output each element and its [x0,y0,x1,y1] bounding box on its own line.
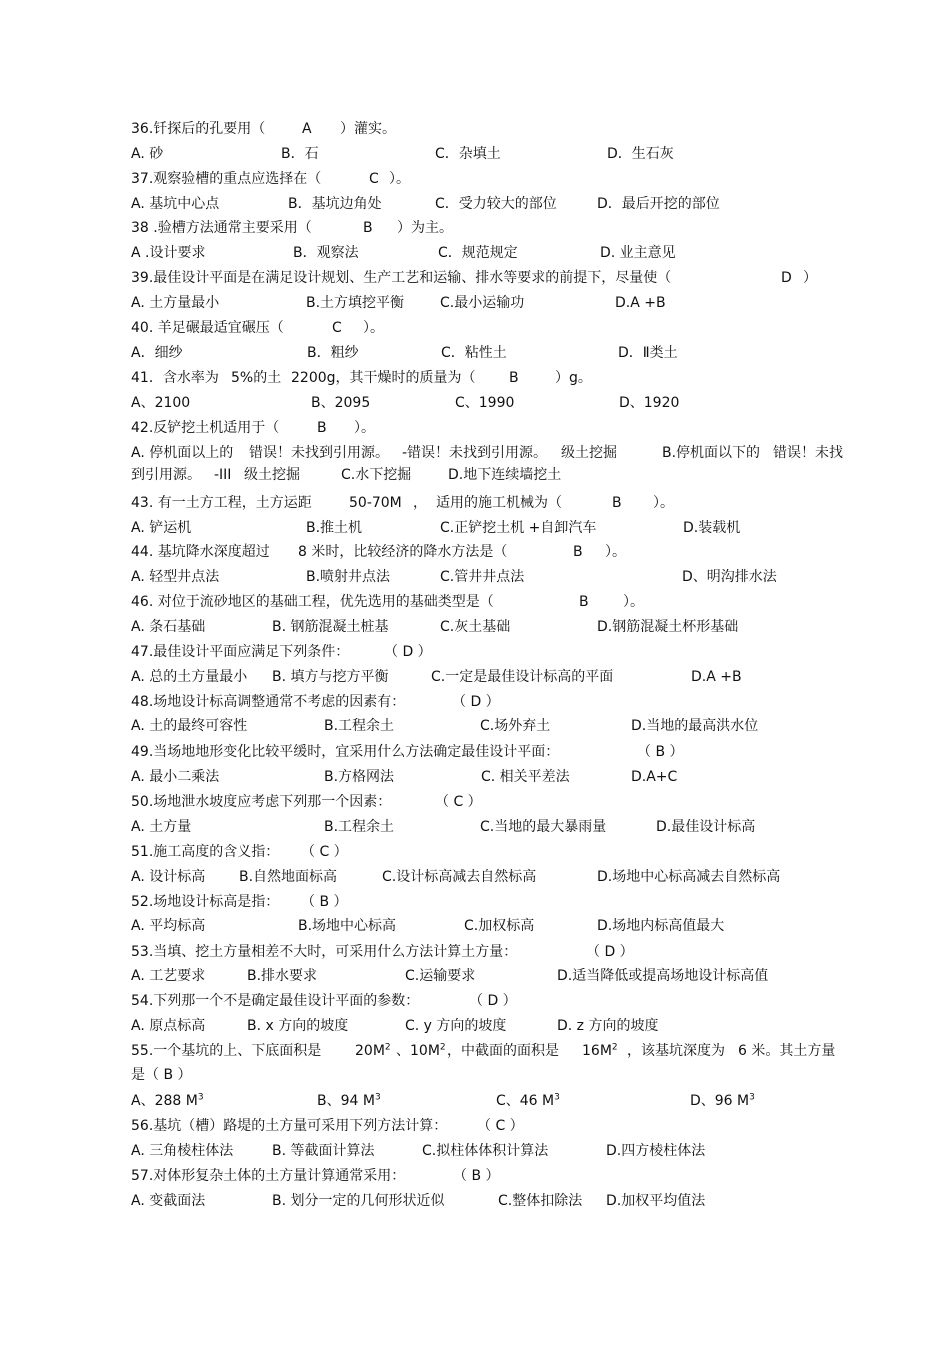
option-b: B.停机面以下的 [662,445,761,461]
stem-text: 56.基坑（槽）路堤的土方量可采用下列方法计算： [131,1118,448,1134]
option-a: A. 土方量 [131,819,192,835]
option-d: D.适当降低或提高场地设计标高值 [557,968,769,984]
stem-text: ）g。 [555,370,592,386]
option-d: D、明沟排水法 [682,569,777,585]
stem-text: 、10M [396,1043,440,1059]
stem-text: 51.施工高度的含义指： [131,844,280,860]
option-b: B.推土机 [306,520,363,536]
option-a: A、2100 [131,395,191,411]
option-b: B.方格网法 [324,769,395,785]
option-d: D.最佳设计标高 [656,819,756,835]
stem-text: 50-70M [349,495,402,511]
stem-text: 50.场地泄水坡度应考虑下列那一个因素： [131,794,392,810]
option-c: C.场外弃土 [480,718,551,734]
option-c: C、1990 [455,395,515,411]
option-a: A．细纱 [131,345,183,361]
option-a: A. 停机面以上的 [131,445,234,461]
option-d: D．Ⅱ类土 [618,345,678,361]
option-d: D.装载机 [683,520,741,536]
option-a: A. 轻型井点法 [131,569,220,585]
option-a: A. 工艺要求 [131,968,206,984]
option-c: C.整体扣除法 [498,1193,583,1209]
option-a: A. 设计标高 [131,869,206,885]
stem-text: ）。 [623,594,644,610]
option-a: A .设计要求 [131,245,206,261]
option-b: B．基坑边角处 [288,196,382,212]
answer-letter: （ B ） [301,894,348,910]
stem-text: 49.当场地地形变化比较平缓时，宜采用什么方法确定最佳设计平面： [131,744,560,760]
stem-text: 41．含水率为 [131,370,219,386]
option-d: D.A +B [615,295,666,311]
option-d: D．最后开挖的部位 [597,196,720,212]
stem-text: 37.观察验槽的重点应选择在（ [131,171,322,187]
option-a: A. 铲运机 [131,520,192,536]
stem-text: 适用的施工机械为（ [436,495,562,511]
option-c: C.加权标高 [464,918,535,934]
option-a-ref-error: -错误！未找到引用源。 [402,445,548,461]
superscript: 3 [197,1092,204,1103]
option-b: 级土挖掘 [244,467,300,483]
stem-text: 53.当填、挖土方量相差不大时，可采用什么方法计算土方量： [131,944,518,960]
answer-letter: （ C ） [477,1118,524,1134]
answer-letter: B [363,220,373,236]
option-a: A. 砂 [131,146,164,162]
option-d: D. 业主意见 [600,245,676,261]
answer-letter: （ B ） [637,744,684,760]
stem-text: 46. 对位于流砂地区的基础工程，优先选用的基础类型是（ [131,594,494,610]
stem-text: 38 .验槽方法通常主要采用（ [131,220,312,236]
superscript: 3 [749,1092,755,1103]
stem-text: 44. 基坑降水深度超过 [131,544,270,560]
answer-letter: B [612,495,622,511]
stem-text: 48.场地设计标高调整通常不考虑的因素有： [131,694,406,710]
option-b: B. 填方与挖方平衡 [272,669,389,685]
option-c: C.水下挖掘 [341,467,412,483]
option-text: C、46 M [496,1093,555,1109]
option-d: D.地下连续墙挖土 [448,467,562,483]
option-c: C. 相关平差法 [481,769,570,785]
option-c: C.运输要求 [405,968,476,984]
option-a: A. 变截面法 [131,1193,206,1209]
option-b: B.喷射井点法 [306,569,391,585]
stem-text: ） [803,270,817,286]
stem-text: 54.下列那一个不是确定最佳设计平面的参数： [131,993,420,1009]
answer-letter: B [509,370,519,386]
answer-letter: （ C ） [435,794,482,810]
stem-text: ，该基坑深度为 [627,1043,725,1059]
stem-text: ）。 [605,544,626,560]
stem-text: 5%的土 [231,370,282,386]
option-b: B．粗纱 [307,345,359,361]
option-b: B.土方填挖平衡 [306,295,405,311]
option-b: B. 钢筋混凝土桩基 [272,619,389,635]
option-b: B. 等截面计算法 [272,1143,375,1159]
option-b: B. x 方向的坡度 [247,1018,349,1034]
option-a [131,1089,204,1113]
answer-letter: C [369,171,379,187]
stem-text: 8 米时，比较经济的降水方法是（ [298,544,508,560]
option-d: D．生石灰 [607,146,674,162]
option-b: B.工程余土 [324,819,395,835]
option-c: C．杂填土 [435,146,501,162]
option-b: B、2095 [311,395,371,411]
stem-text: 40. 羊足碾最适宜碾压（ [131,320,284,336]
answer-letter: B [317,420,327,436]
option-a: A. 平均标高 [131,918,206,934]
superscript: 2 [384,1042,391,1053]
stem-text: 43. 有一土方工程，土方运距 [131,495,312,511]
option-d: D.A+C [631,769,678,785]
option-a: 级土挖掘 [561,445,617,461]
superscript: 3 [554,1092,560,1103]
option-a: A. 原点标高 [131,1018,206,1034]
answer-letter: 是（ B ） [131,1067,192,1083]
answer-letter: B [573,544,583,560]
option-d: D.四方棱柱体法 [606,1143,706,1159]
stem-text: ）。 [389,171,410,187]
answer-letter: B [579,594,589,610]
option-a: A. 条石基础 [131,619,206,635]
stem-text: 16M [582,1043,612,1059]
superscript: 2 [439,1042,446,1053]
stem-text: 57.对体形复杂土体的土方量计算通常采用： [131,1168,406,1184]
option-b: B．石 [281,146,319,162]
stem-text: 55.一个基坑的上、下底面积是 [131,1043,322,1059]
option-d: D.A +B [691,669,742,685]
option-b: -III [214,467,232,483]
option-d: D.场地中心标高减去自然标高 [597,869,781,885]
option-text: A、288 M [131,1093,198,1109]
option-a: A. 土方量最小 [131,295,220,311]
stem-text: 52.场地设计标高是指： [131,894,280,910]
option-c: C.管井井点法 [440,569,525,585]
option-c: C.一定是最佳设计标高的平面 [431,669,614,685]
option-c: C.最小运输功 [440,295,525,311]
option-a: A. 三角棱柱体法 [131,1143,234,1159]
option-c: C.灰土基础 [440,619,511,635]
option-d: D.场地内标高值最大 [597,918,725,934]
stem-text: 20M [355,1043,385,1059]
option-c: C．受力较大的部位 [435,196,557,212]
option-b: B.自然地面标高 [239,869,338,885]
option-b: B.排水要求 [247,968,318,984]
option-d [690,1089,755,1113]
option-c: C. y 方向的坡度 [405,1018,507,1034]
answer-letter: C [332,320,342,336]
stem-text: ）。 [354,420,375,436]
option-d: D、1920 [619,395,680,411]
stem-text: 47.最佳设计平面应满足下列条件： [131,644,350,660]
option-c: C．规范规定 [438,245,518,261]
option-text: B、94 M [317,1093,375,1109]
option-c: C.当地的最大暴雨量 [480,819,607,835]
area-lower [396,1039,446,1063]
option-c: C.拟柱体体积计算法 [422,1143,549,1159]
option-b [317,1089,381,1113]
option-d: D. z 方向的坡度 [557,1018,659,1034]
option-d: D.当地的最高洪水位 [631,718,759,734]
option-c: C.正铲挖土机 +自卸汽车 [440,520,597,536]
stem-text: ，中截面的面积是 [447,1043,559,1059]
option-a: A. 最小二乘法 [131,769,220,785]
stem-text: 42.反铲挖土机适用于（ [131,420,280,436]
option-b: B.场地中心标高 [298,918,397,934]
answer-letter: （ D ） [469,993,517,1009]
option-d: D.钢筋混凝土杯形基础 [597,619,739,635]
stem-text: 36.钎探后的孔要用（ [131,121,266,137]
stem-text: 2200g，其干燥时的质量为（ [291,370,476,386]
option-a: A. 总的土方量最小 [131,669,248,685]
answer-letter: （ D ） [384,644,432,660]
stem-text: 6 米。其土方量 [738,1043,836,1059]
stem-text: ）。 [653,495,674,511]
area-mid [582,1039,618,1063]
option-b: B. 划分一定的几何形状近似 [272,1193,445,1209]
stem-text: ）。 [363,320,384,336]
answer-letter: A [302,121,312,137]
option-c [496,1089,560,1113]
option-text: D、96 M [690,1093,750,1109]
stem-text: ）灌实。 [340,121,396,137]
option-d: D.加权平均值法 [606,1193,706,1209]
option-c: C.设计标高减去自然标高 [382,869,537,885]
option-a: A. 基坑中心点 [131,196,220,212]
stem-text: ）为主。 [397,220,453,236]
stem-text: ， [413,495,427,511]
answer-letter: （ C ） [301,844,348,860]
option-b: B．观察法 [293,245,359,261]
option-c: C．粘性土 [441,345,507,361]
option-a-ref-error: 错误！未找到引用源。 [249,445,389,461]
area-upper [355,1039,391,1063]
option-b: B.工程余土 [324,718,395,734]
answer-letter: （ D ） [452,694,500,710]
option-b-ref-error: 错误！未找 [773,445,843,461]
superscript: 2 [611,1042,618,1053]
stem-text: 39.最佳设计平面是在满足设计规划、生产工艺和运输、排水等要求的前提下，尽量使（ [131,270,672,286]
answer-letter: （ B ） [453,1168,500,1184]
answer-letter: D [781,270,792,286]
option-a: A. 土的最终可容性 [131,718,248,734]
option-b-ref-error: 到引用源。 [131,467,201,483]
answer-letter: （ D ） [586,944,634,960]
superscript: 3 [374,1092,381,1103]
